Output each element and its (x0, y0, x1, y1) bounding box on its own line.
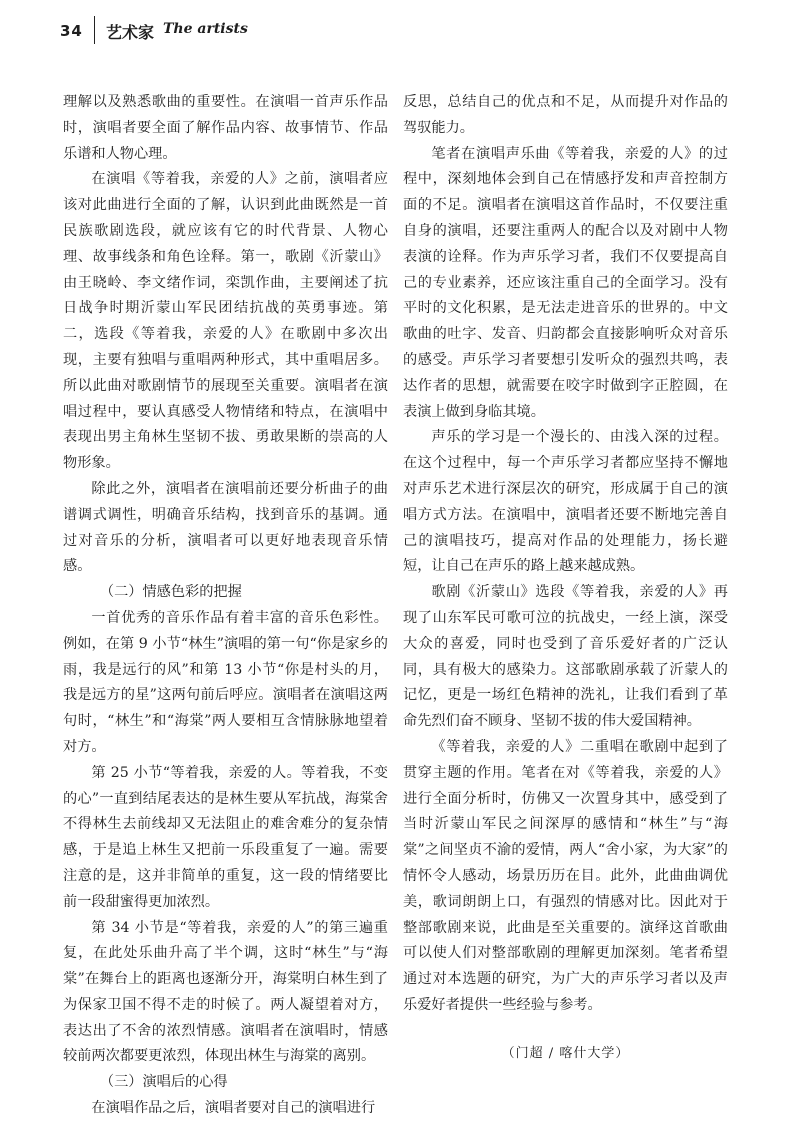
paragraph: 笔者在演唱声乐曲《等着我，亲爱的人》的过程中，深刻地体会到自己在情感抒发和声音控制方面的不足。演唱者在演唱这首作品时，不仅要注重自身的演唱，还要注重两人的配合以及对剧中人物表演的诠释。作为声乐学习者，我们不仅要提高自己的专业素养，还应该注重自己的全面学习。没有平时的文化积累，是无法走进音乐的世界的。中文歌曲的吐字、发音、归韵都会直接影响听众对音乐的感受。声乐学习者要想引发听众的强烈共鸣，表达作者的思想，就需要在咬字时做到字正腔圆，在表演上做到身临其境。 (403, 145, 728, 420)
paragraph: 反思，总结自己的优点和不足，从而提升对作品的驾驭能力。 (403, 94, 728, 136)
right-column (403, 90, 728, 1066)
paragraph: 一首优秀的音乐作品有着丰富的音乐色彩性。例如，在第 9 小节“林生”演唱的第一句“你是家乡的雨，我是远行的风”和第 13 小节“你是村头的月，我是远方的星”这两句前后呼应。演唱者在演唱这两句时，“林生”和“海棠”两人要相互含情脉脉地望着对方。 (63, 609, 388, 755)
left-column (63, 90, 388, 1122)
paragraph: 在演唱作品之后，演唱者要对自己的演唱进行 (91, 1100, 376, 1117)
paragraph: 除此之外，演唱者在演唱前还要分析曲子的曲谱调式调性，明确音乐结构，找到音乐的基调。通过对音乐的分析，演唱者可以更好地表现音乐情感。 (63, 480, 388, 575)
paragraph: 歌剧《沂蒙山》选段《等着我，亲爱的人》再现了山东军民可歌可泣的抗战史，一经上演，深受大众的喜爱，同时也受到了音乐爱好者的广泛认同，具有极大的感染力。这部歌剧承载了沂蒙人的记忆，更是一场红色精神的洗礼，让我们看到了革命先烈们奋不顾身、坚韧不拔的伟大爱国精神。 (403, 584, 728, 730)
paragraph: 理解以及熟悉歌曲的重要性。在演唱一首声乐作品时，演唱者要全面了解作品内容、故事情节、作品乐谱和人物心理。 (63, 94, 388, 162)
author-byline: （门超 / 喀什大学） (501, 1045, 630, 1061)
paragraph: 声乐的学习是一个漫长的、由浅入深的过程。在这个过程中，每一个声乐学习者都应坚持不懈地对声乐艺术进行深层次的研究，形成属于自己的演唱方式方法。在演唱中，演唱者还要不断地完善自己的演唱技巧，提高对作品的处理能力，扬长避短，让自己在声乐的路上越来越成熟。 (403, 429, 728, 575)
magazine-title-en: The artists (163, 21, 248, 37)
header-divider (94, 16, 95, 44)
paragraph: 第 25 小节“等着我，亲爱的人。等着我，不变的心”一直到结尾表达的是林生要从军抗战，海棠舍不得林生去前线却又无法阻止的难舍难分的复杂情感，于是追上林生又把前一乐段重复了一遍。需要注意的是，这并非简单的重复，这一段的情绪要比前一段甜蜜得更加浓烈。 (63, 764, 388, 910)
page-header (0, 0, 787, 60)
paragraph: 《等着我，亲爱的人》二重唱在歌剧中起到了贯穿主题的作用。笔者在对《等着我，亲爱的人》进行全面分析时，仿佛又一次置身其中，感受到了当时沂蒙山军民之间深厚的感情和“林生”与“海棠”之间坚贞不渝的爱情，两人“舍小家，为大家”的情怀令人感动，场景历历在目。此外，此曲曲调优美，歌词朗朗上口，有强烈的情感对比。因此对于整部歌剧来说，此曲是至关重要的。演绎这首歌曲可以使人们对整部歌剧的理解更加深刻。笔者希望通过对本选题的研究，为广大的声乐学习者以及声乐爱好者提供一些经验与参考。 (403, 738, 728, 1013)
paragraph: 第 34 小节是“等着我，亲爱的人”的第三遍重复，在此处乐曲升高了半个调，这时“林生”与“海棠”在舞台上的距离也逐渐分开，海棠明白林生到了为保家卫国不得不走的时候了。两人凝望着对方，表达出了不舍的浓烈情感。演唱者在演唱时，情感较前两次都要更浓烈，体现出林生与海棠的离别。 (63, 919, 388, 1065)
section-heading: （三）演唱后的心得 (99, 1074, 228, 1091)
section-heading: （二）情感色彩的把握 (99, 584, 242, 601)
paragraph: 在演唱《等着我，亲爱的人》之前，演唱者应该对此曲进行全面的了解，认识到此曲既然是一首民族歌剧选段，就应该有它的时代背景、人物心理、故事线条和角色诠释。第一，歌剧《沂蒙山》由王晓岭、李文绪作词，栾凯作曲，主要阐述了抗日战争时期沂蒙山军民团结抗战的英勇事迹。第二，选段《等着我，亲爱的人》在歌剧中多次出现，主要有独唱与重唱两种形式，其中重唱居多。所以此曲对歌剧情节的展现至关重要。演唱者在演唱过程中，要认真感受人物情绪和特点，在演唱中表现出男主角林生坚韧不拔、勇敢果断的崇高的人物形象。 (63, 171, 388, 472)
page-number: 34 (60, 22, 83, 40)
magazine-title-cn: 艺术家 (106, 23, 155, 42)
